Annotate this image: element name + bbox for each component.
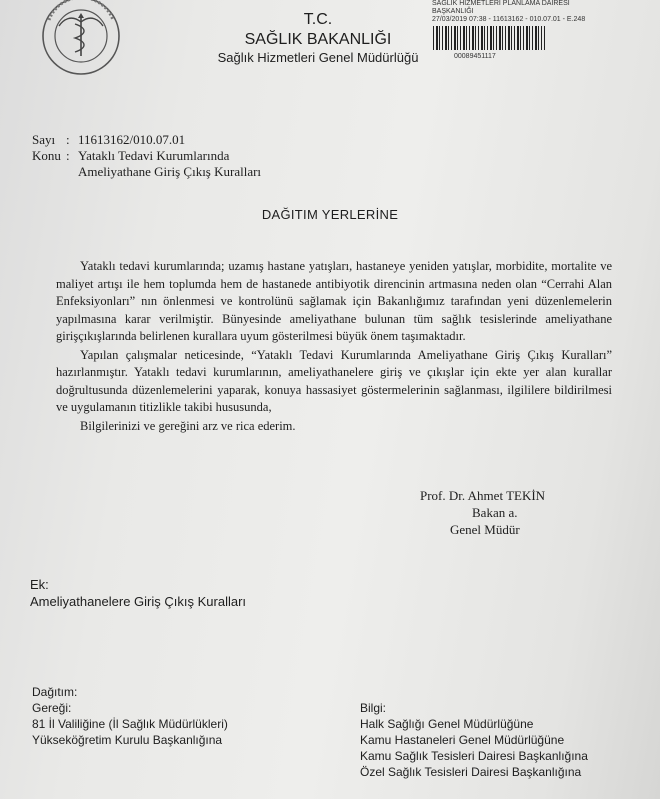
barcode-icon xyxy=(433,26,545,50)
signer-name: Prof. Dr. Ahmet TEKİN xyxy=(420,488,546,503)
konu-value: Yataklı Tedavi Kurumlarında xyxy=(78,148,230,163)
body-paragraph: Bilgilerinizi ve gereğini arz ve rica ederim. xyxy=(80,418,296,433)
header-directorate: Sağlık Hizmetleri Genel Müdürlüğü xyxy=(217,50,419,65)
distribution-item: 81 İl Valiliğine (İl Sağlık Müdürlükleri) xyxy=(32,717,228,731)
header-ministry: SAĞLIK BAKANLIĞI xyxy=(244,31,392,48)
information-section xyxy=(360,700,588,780)
signature-block xyxy=(420,487,545,538)
bilgi-item: Özel Sağlık Tesisleri Dairesi Başkanlığına xyxy=(360,765,582,779)
document-title: DAĞITIM YERLERİNE xyxy=(261,207,399,222)
distribution-label: Dağıtım: xyxy=(32,685,78,699)
registry-stamp xyxy=(432,0,622,62)
header-country: T.C. xyxy=(303,11,333,28)
distribution-item: Yükseköğretim Kurulu Başkanlığına xyxy=(32,733,223,747)
konu-label: Konu xyxy=(32,148,61,163)
barcode-number: 00089451117 xyxy=(454,53,496,60)
konu-value-2: Ameliyathane Giriş Çıkış Kuralları xyxy=(78,164,262,179)
body-paragraph: Yataklı tedavi kurumlarında; uzamış hastane yatışları, hastaneye yeniden yatışlar, morbidite, mortalite ve maliyet artışı ile hem toplumda hem de hastanede antibiyotik direncinin artmasına neden olan “Cerrahi Alan Enfeksiyonları” nın önlenmesi ve kontrolünü sağlamak için Bakanlığımız tarafından yeni düzenlemelerin yapılmasına karar verilmiştir. Bünyesinde ameliyathane bulunan tüm sağlık tesislerinde ameliyathane girişçıkışlarında belirlenen kurallara uyum gösterilmesi büyük önem taşımaktadır. xyxy=(56,259,612,343)
body-paragraph: Yapılan çalışmalar neticesinde, “Yataklı Tedavi Kurumlarında Ameliyathane Giriş Çıkış Kuralları” hazırlanmıştır. Yataklı tedavi kurumlarının, ameliyathanelere giriş ve çıkışlar için ekte yer alan kurallar doğrultusunda düzenlemelerini yaparak, konuya hassasiyet göstermelerinin sağlanması, ilgililere bildirilmesi ve uygulamanın titizlikle takibi hususunda, xyxy=(56,347,612,414)
attachment-label: Ek: xyxy=(30,577,49,592)
stamp-reference: 27/03/2019 07:38 - 11613162 - 010.07.01 - E.248 xyxy=(432,16,586,23)
bilgi-item: Halk Sağlığı Genel Müdürlüğüne xyxy=(360,717,534,731)
signer-title: Genel Müdür xyxy=(450,522,520,537)
sayi-label: Sayı xyxy=(32,132,56,147)
geregi-label: Gereği: xyxy=(32,701,72,715)
letter-body xyxy=(56,258,612,435)
bilgi-item: Kamu Hastaneleri Genel Müdürlüğüne xyxy=(360,733,565,747)
ministry-seal-icon xyxy=(25,0,137,78)
letterhead xyxy=(200,10,436,67)
sayi-value: 11613162/010.07.01 xyxy=(78,132,186,147)
stamp-department-2: BAŞKANLIĞI xyxy=(432,8,474,15)
bilgi-item: Kamu Sağlık Tesisleri Dairesi Başkanlığına xyxy=(360,749,588,763)
bilgi-label: Bilgi: xyxy=(360,701,387,715)
document-meta: Sayı : 11613162/010.07.01 Konu : Yataklı Tedavi Kurumlarında Ameliyathane Giriş Çıkış Kuralları xyxy=(32,132,262,179)
attachment-section xyxy=(30,576,246,610)
signer-role: Bakan a. xyxy=(472,505,518,520)
distribution-section xyxy=(32,684,228,748)
stamp-department: SAĞLIK HİZMETLERİ PLANLAMA DAİRESİ xyxy=(432,0,570,7)
attachment-item: Ameliyathanelere Giriş Çıkış Kuralları xyxy=(30,594,247,609)
